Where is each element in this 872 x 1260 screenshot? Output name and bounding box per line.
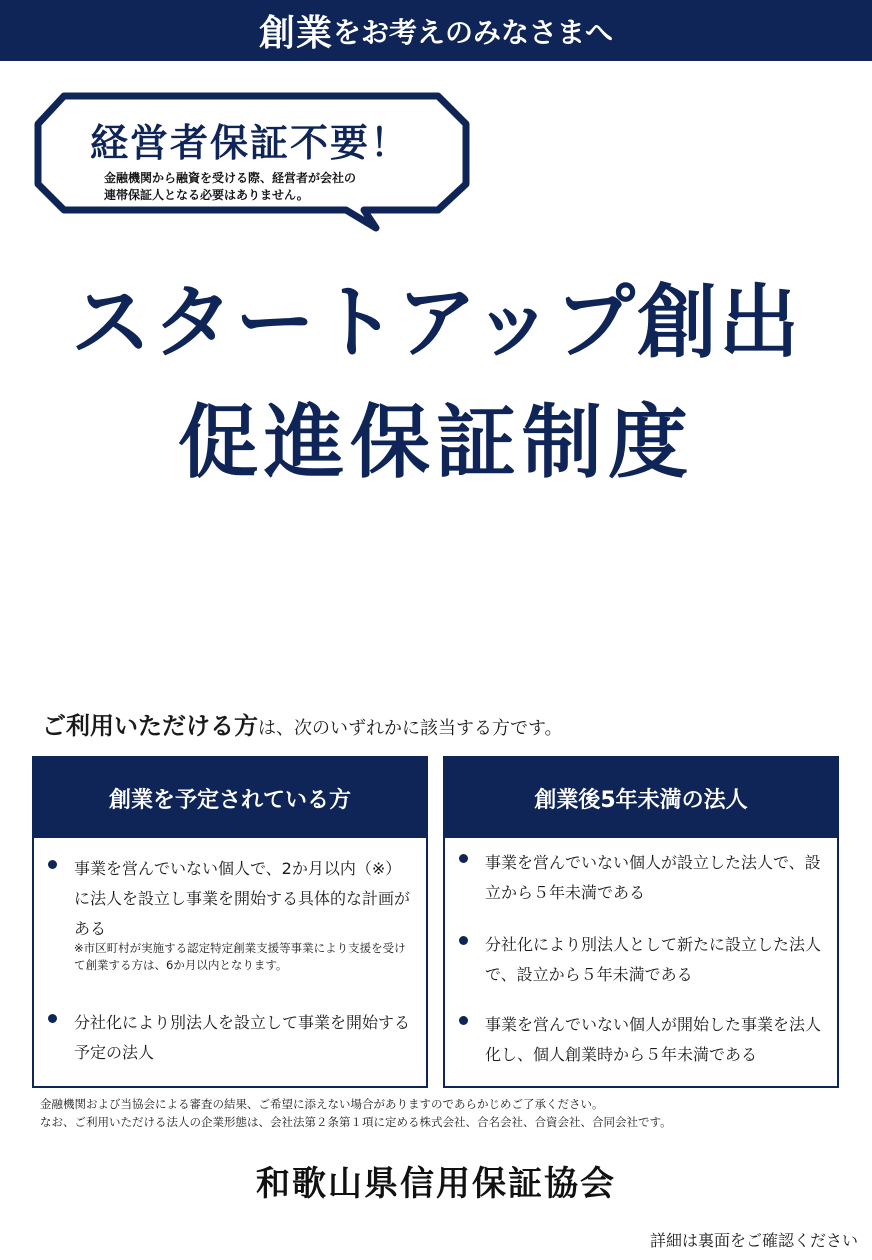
bubble-title: 経営者保証不要！: [89, 121, 410, 165]
bubble-subtitle-line2: 連帯保証人となる必要はありません。: [104, 188, 309, 202]
headline-line2: 促進保証制度: [178, 396, 694, 489]
bullet-icon: [48, 860, 57, 869]
bullet-icon: [459, 1016, 468, 1025]
header-title-main: 創業: [258, 13, 333, 54]
card-heading: 創業後5年未満の法人: [445, 758, 837, 838]
list-item: [48, 854, 416, 944]
card-planning-startup: [32, 756, 428, 1088]
speech-bubble: [34, 92, 474, 234]
organization-name: 和歌山県信用保証協会: [256, 1164, 616, 1204]
list-item-text: 事業を営んでいない個人で、2か月以内（※）に法人を設立し事業を開始する具体的な計画がある: [74, 859, 411, 938]
footnote-line2: なお、ご利用いただける法人の企業形態は、会社法第２条第１項に定める株式会社、合名会社、合資会社、合同会社です。: [40, 1115, 672, 1129]
see-back-note: 詳細は裏面をご確認ください: [649, 1231, 858, 1250]
header-banner: [0, 0, 872, 61]
intro-rest: は、次のいずれかに該当する方です。: [258, 718, 563, 739]
list-item-text: 分社化により別法人を設立して事業を開始する予定の法人: [74, 1013, 411, 1062]
list-item: [459, 930, 827, 990]
list-item-text: 事業を営んでいない個人が設立した法人で、設立から５年未満である: [485, 853, 821, 902]
card-established-corporation: [443, 756, 839, 1088]
headline-line1: スタートアップ創出: [71, 276, 801, 369]
footnote-line1: 金融機関および当協会による審査の結果、ご希望に添えない場合がありますのであらかじめご了承ください。: [40, 1097, 604, 1111]
eligibility-intro: [42, 706, 563, 741]
bullet-icon: [48, 1014, 57, 1023]
card-heading: 創業を予定されている方: [34, 758, 426, 838]
bullet-icon: [459, 936, 468, 945]
item-note: ※市区町村が実施する認定特定創業支援等事業により支援を受けて創業する方は、6か月以内となります。: [74, 941, 406, 972]
list-item: [459, 1010, 827, 1070]
footnotes: [40, 1095, 840, 1131]
bubble-subtitle-line1: 金融機関から融資を受ける際、経営者が会社の: [104, 171, 357, 185]
list-item: [459, 848, 827, 908]
header-title-rest: をお考えのみなさまへ: [333, 15, 614, 49]
bullet-icon: [459, 854, 468, 863]
intro-lead: ご利用いただける方: [42, 712, 258, 740]
list-item-text: 分社化により別法人として新たに設立した法人で、設立から５年未満である: [485, 935, 822, 984]
bubble-subtitle: [104, 170, 424, 204]
list-item: [48, 1008, 416, 1068]
list-item-text: 事業を営んでいない個人が開始した事業を法人化し、個人創業時から５年未満である: [485, 1015, 822, 1064]
